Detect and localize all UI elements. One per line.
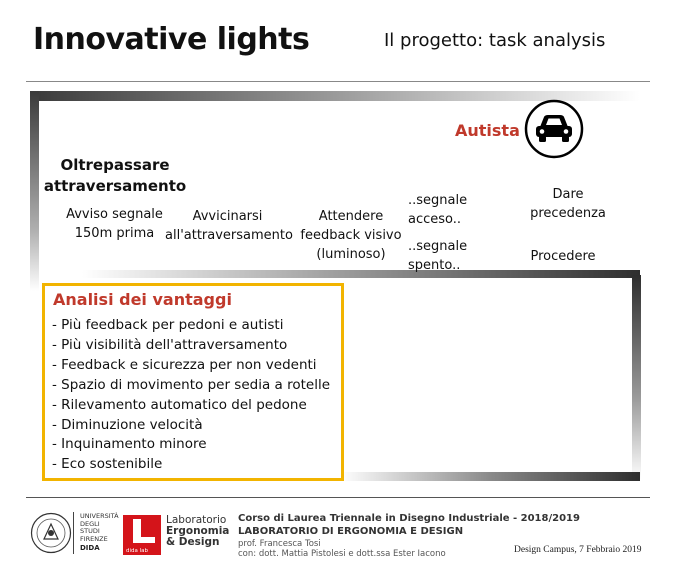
list-item: - Inquinamento minore <box>52 436 207 453</box>
advantages-list <box>52 316 330 475</box>
frame-bar-bottom <box>340 472 640 481</box>
advantages-box <box>42 283 344 481</box>
lab-logo-text <box>166 515 229 548</box>
lab-name: LABORATORIO DI ERGONOMIA E DESIGN <box>238 526 464 537</box>
advantages-title: Analisi dei vantaggi <box>53 290 232 309</box>
list-item: - Eco sostenibile <box>52 456 163 473</box>
list-item: - Feedback e sicurezza per non vedenti <box>52 356 317 373</box>
lab-logo-icon <box>123 515 161 555</box>
task-result: Procedere <box>530 249 596 264</box>
footer-divider <box>26 497 650 498</box>
task-condition: ..segnale spento.. <box>408 239 468 273</box>
header-divider <box>26 81 650 82</box>
list-item: - Diminuzione velocità <box>52 416 203 433</box>
task-step: Attendere feedback visivo (luminoso) <box>300 209 402 262</box>
list-item: - Spazio di movimento per sedia a rotelle <box>52 376 331 393</box>
slide-title: Innovative lights <box>33 22 310 57</box>
task-step: Avviso segnale 150m prima <box>66 207 163 241</box>
footer-date: Design Campus, 7 Febbraio 2019 <box>514 545 642 555</box>
lab-line: & Design <box>166 536 220 548</box>
list-item: - Più visibilità dell'attraversamento <box>52 336 288 353</box>
list-item: - Più feedback per pedoni e autisti <box>52 317 284 333</box>
frame-bar-middle <box>82 270 640 278</box>
list-item: - Rilevamento automatico del pedone <box>52 396 307 413</box>
slide-subtitle: Il progetto: task analysis <box>384 30 606 51</box>
university-seal-icon <box>30 512 72 554</box>
task-condition: ..segnale acceso.. <box>408 193 468 227</box>
svg-text:dida lab: dida lab <box>126 548 149 554</box>
frame-bar-left <box>30 91 39 291</box>
actor-label: Autista <box>455 121 520 140</box>
university-name: UNIVERSITÀ DEGLI STUDI FIRENZE <box>80 512 119 543</box>
department-name: DIDA <box>80 544 100 552</box>
frame-bar-right <box>632 275 641 480</box>
car-icon <box>524 99 584 159</box>
task-heading: Oltrepassare attraversamento <box>43 156 187 195</box>
task-step: Avvicinarsi all'attraversamento <box>165 209 293 243</box>
lab-line: Laboratorio <box>166 514 227 526</box>
lab-line: Ergonomia <box>166 525 230 537</box>
collaborators: con: dott. Mattia Pistolesi e dott.ssa Ester Iacono <box>238 549 446 559</box>
course-name: Corso di Laurea Triennale in Disegno Industriale - 2018/2019 <box>238 513 580 524</box>
professor-name: prof. Francesca Tosi <box>238 539 321 549</box>
task-result: Dare precedenza <box>530 187 606 221</box>
logo-divider <box>73 512 74 554</box>
